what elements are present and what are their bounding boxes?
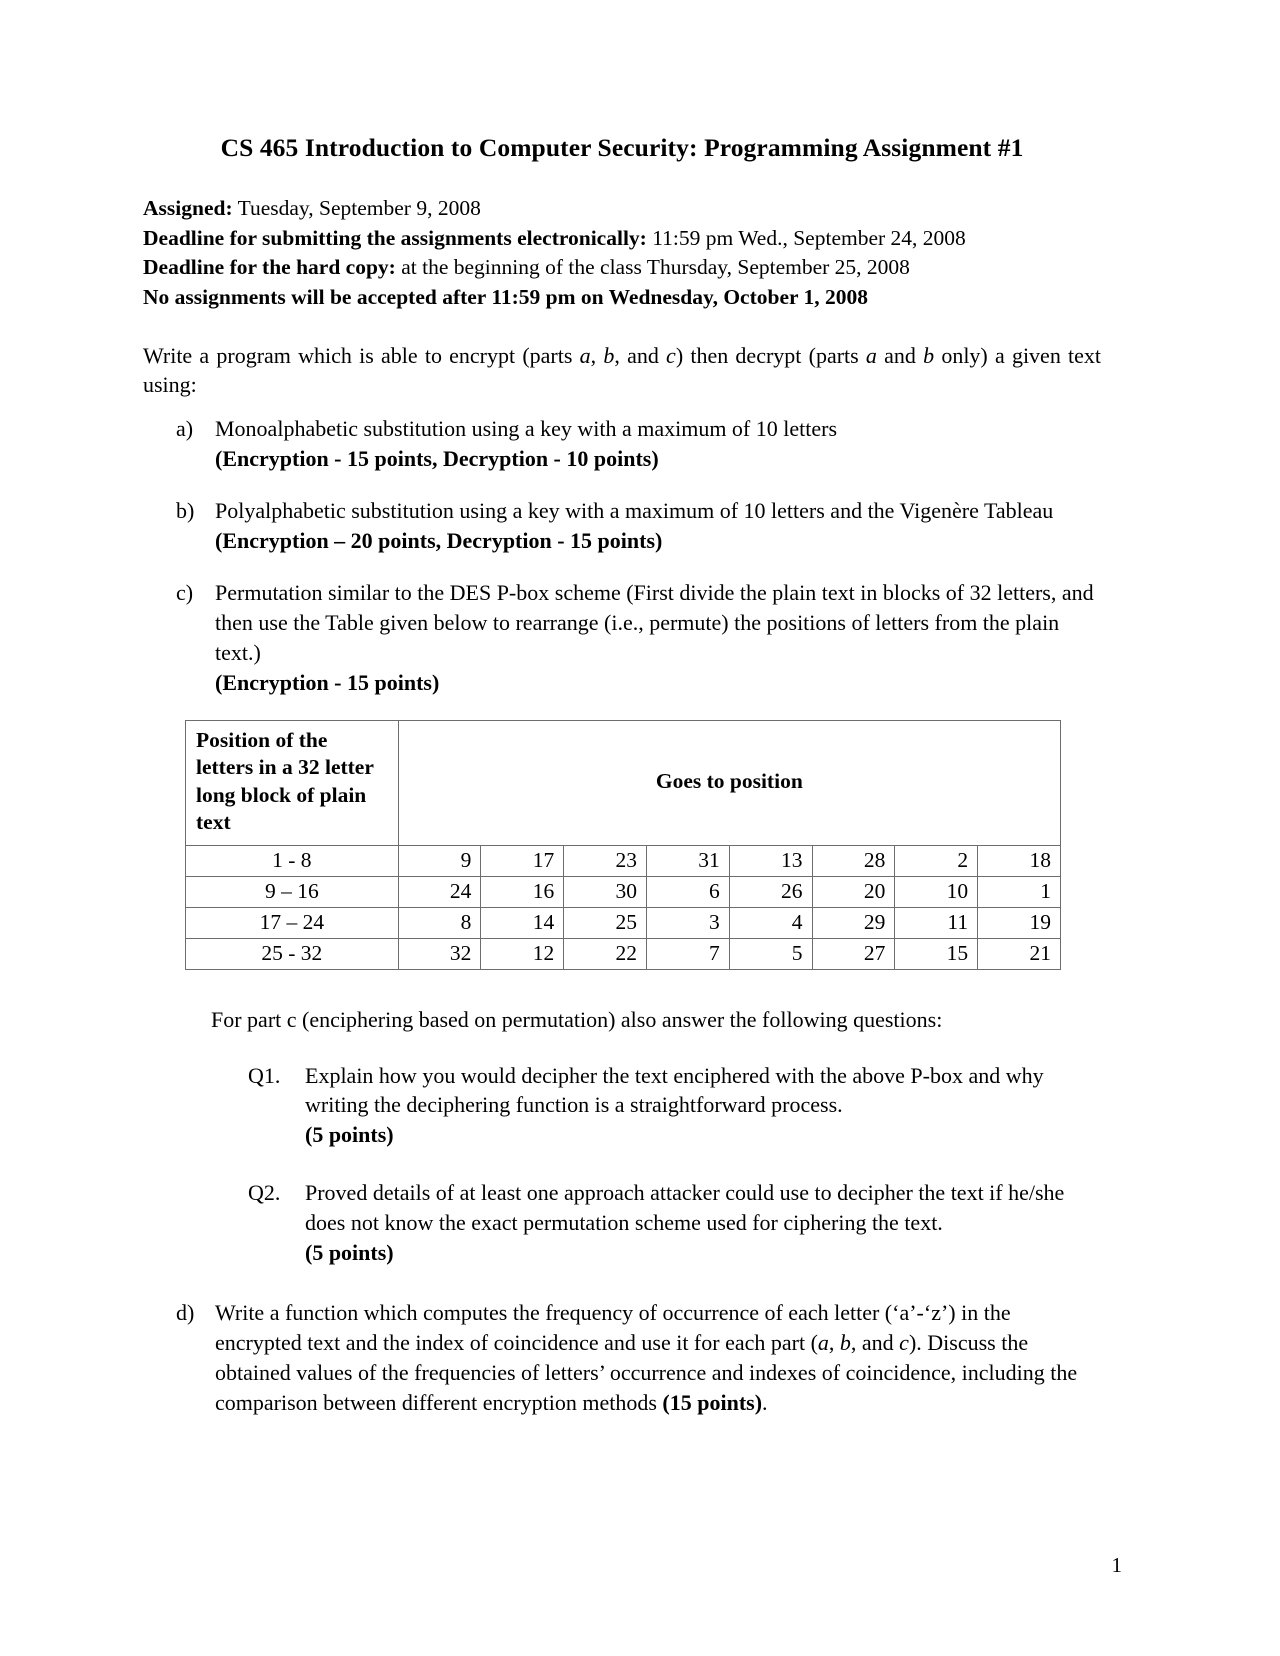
cell-value: 3 xyxy=(646,907,729,938)
list-item-question-1 xyxy=(143,1061,1101,1151)
question-marker-q1: Q1. xyxy=(248,1062,281,1088)
cell-value: 20 xyxy=(812,876,895,907)
cell-value: 17 xyxy=(481,845,564,876)
cell-value: 13 xyxy=(729,845,812,876)
part-body-c: Permutation similar to the DES P-box scheme (First divide the plain text in blocks of 32 letters, and then use the Table given below to rearrange (i.e., permute) the positions of letters from the plain text.) xyxy=(215,579,1094,665)
page-content xyxy=(143,132,1101,1418)
cell-value: 19 xyxy=(978,907,1061,938)
part-points-a: (Encryption - 15 points, Decryption - 10 points) xyxy=(215,446,659,472)
intro-text-5: and xyxy=(876,342,924,368)
page-number: 1 xyxy=(1111,1553,1122,1577)
assignment-parts-list-tail xyxy=(143,1298,1101,1418)
part-d-em-a: a xyxy=(817,1329,829,1355)
page-title: CS 465 Introduction to Computer Security: Programming Assignment #1 xyxy=(220,133,1024,162)
question-points-q2: (5 points) xyxy=(305,1240,394,1266)
question-body-q2: Proved details of at least one approach attacker could use to decipher the text if he/she does not know the exact permutation scheme used for ciphering the text. xyxy=(305,1180,1065,1236)
cell-value: 4 xyxy=(729,907,812,938)
cell-value: 21 xyxy=(978,938,1061,969)
part-body-b: Polyalphabetic substitution using a key with a maximum of 10 letters and the Vigenère Tableau xyxy=(215,498,1054,524)
cell-value: 6 xyxy=(646,876,729,907)
part-body-a: Monoalphabetic substitution using a key with a maximum of 10 letters xyxy=(215,416,838,442)
meta-line-hardcopy-deadline xyxy=(143,253,1101,283)
part-body-d-text-3: , and xyxy=(850,1329,900,1355)
intro-text-3: , and xyxy=(614,342,667,368)
intro-em-a: a xyxy=(579,342,591,368)
cell-value: 11 xyxy=(895,907,978,938)
cell-value: 22 xyxy=(564,938,647,969)
list-item-question-2 xyxy=(143,1178,1101,1268)
part-points-b: (Encryption – 20 points, Decryption - 15 points) xyxy=(215,528,663,554)
meta-label-electronic-deadline: Deadline for submitting the assignments electronically: xyxy=(143,225,647,250)
row-label: 9 – 16 xyxy=(186,876,399,907)
meta-line-electronic-deadline xyxy=(143,224,1101,254)
intro-em-b: b xyxy=(603,342,615,368)
assignment-parts-list xyxy=(143,414,1101,697)
list-item-part-a xyxy=(143,414,1101,474)
meta-value-hardcopy-deadline: at the beginning of the class Thursday, September 25, 2008 xyxy=(395,255,910,280)
part-d-em-c: c xyxy=(899,1329,909,1355)
row-label: 25 - 32 xyxy=(186,938,399,969)
intro-text-4: ) then decrypt (parts xyxy=(675,342,866,368)
pbox-table-wrapper xyxy=(185,720,1061,970)
part-d-em-b: b xyxy=(839,1329,851,1355)
cell-value: 23 xyxy=(564,845,647,876)
intro-em-a2: a xyxy=(865,342,877,368)
part-body-d-text-4: ). Discuss the obtained values of the frequencies of letters’ occurrence and indexes of coincidence, including the comparison between different encryption methods xyxy=(215,1329,1078,1415)
meta-line-final-cutoff xyxy=(143,283,1101,313)
for-part-c-note: For part c (enciphering based on permutation) also answer the following questions: xyxy=(211,1006,943,1032)
cell-value: 10 xyxy=(895,876,978,907)
table-row xyxy=(186,876,1061,907)
questions-list xyxy=(143,1061,1101,1268)
cell-value: 2 xyxy=(895,845,978,876)
part-marker-a: a) xyxy=(176,416,194,442)
part-body-d-text-2: , xyxy=(828,1329,840,1355)
meta-label-final-cutoff: No assignments will be accepted after 11:59 pm on Wednesday, October 1, 2008 xyxy=(143,284,869,309)
cell-value: 8 xyxy=(398,907,481,938)
cell-value: 1 xyxy=(978,876,1061,907)
cell-value: 7 xyxy=(646,938,729,969)
cell-value: 15 xyxy=(895,938,978,969)
meta-label-assigned: Assigned: xyxy=(143,195,233,220)
cell-value: 31 xyxy=(646,845,729,876)
intro-text-2: , xyxy=(590,342,604,368)
pbox-permutation-table xyxy=(185,720,1061,970)
question-points-q1: (5 points) xyxy=(305,1122,394,1148)
part-points-c: (Encryption - 15 points) xyxy=(215,669,440,695)
cell-value: 29 xyxy=(812,907,895,938)
table-body xyxy=(186,845,1061,969)
question-marker-q2: Q2. xyxy=(248,1180,281,1206)
row-label: 1 - 8 xyxy=(186,845,399,876)
part-body-d-text-5: . xyxy=(762,1389,768,1415)
meta-line-assigned xyxy=(143,194,1101,224)
part-marker-d: d) xyxy=(176,1299,195,1325)
intro-paragraph xyxy=(143,341,1101,401)
cell-value: 25 xyxy=(564,907,647,938)
part-body-d-text-1: Write a function which computes the frequency of occurrence of each letter (‘a’-‘z’) in the encrypted text and the index of coincidence and use it for each part ( xyxy=(215,1299,1011,1355)
part-marker-c: c) xyxy=(176,579,194,605)
intro-text-6: only) a given text using: xyxy=(143,342,1102,398)
cell-value: 28 xyxy=(812,845,895,876)
meta-value-electronic-deadline: 11:59 pm Wed., September 24, 2008 xyxy=(646,225,966,250)
table-row xyxy=(186,938,1061,969)
cell-value: 9 xyxy=(398,845,481,876)
part-marker-b: b) xyxy=(176,498,195,524)
table-header-row xyxy=(186,720,1061,845)
cell-value: 24 xyxy=(398,876,481,907)
assignment-meta-block xyxy=(143,194,1101,313)
list-item-part-b xyxy=(143,496,1101,556)
part-d-points: (15 points) xyxy=(662,1389,763,1415)
table-header-goes-to-position: Goes to position xyxy=(398,720,1060,845)
list-item-part-d xyxy=(143,1298,1101,1418)
cell-value: 27 xyxy=(812,938,895,969)
table-row xyxy=(186,845,1061,876)
table-head xyxy=(186,720,1061,845)
intro-text-1: Write a program which is able to encrypt (parts xyxy=(143,342,580,368)
cell-value: 5 xyxy=(729,938,812,969)
cell-value: 12 xyxy=(481,938,564,969)
meta-value-assigned: Tuesday, September 9, 2008 xyxy=(232,195,481,220)
cell-value: 14 xyxy=(481,907,564,938)
list-item-part-c xyxy=(143,578,1101,698)
table-header-position-column: Position of the letters in a 32 letter long block of plain text xyxy=(186,720,399,845)
cell-value: 16 xyxy=(481,876,564,907)
cell-value: 26 xyxy=(729,876,812,907)
cell-value: 18 xyxy=(978,845,1061,876)
intro-em-c: c xyxy=(666,342,676,368)
table-row xyxy=(186,907,1061,938)
meta-label-hardcopy-deadline: Deadline for the hard copy: xyxy=(143,255,396,280)
cell-value: 30 xyxy=(564,876,647,907)
question-body-q1: Explain how you would decipher the text enciphered with the above P-box and why writing the deciphering function is a straightforward process. xyxy=(305,1062,1044,1118)
cell-value: 32 xyxy=(398,938,481,969)
intro-em-b2: b xyxy=(923,342,935,368)
row-label: 17 – 24 xyxy=(186,907,399,938)
